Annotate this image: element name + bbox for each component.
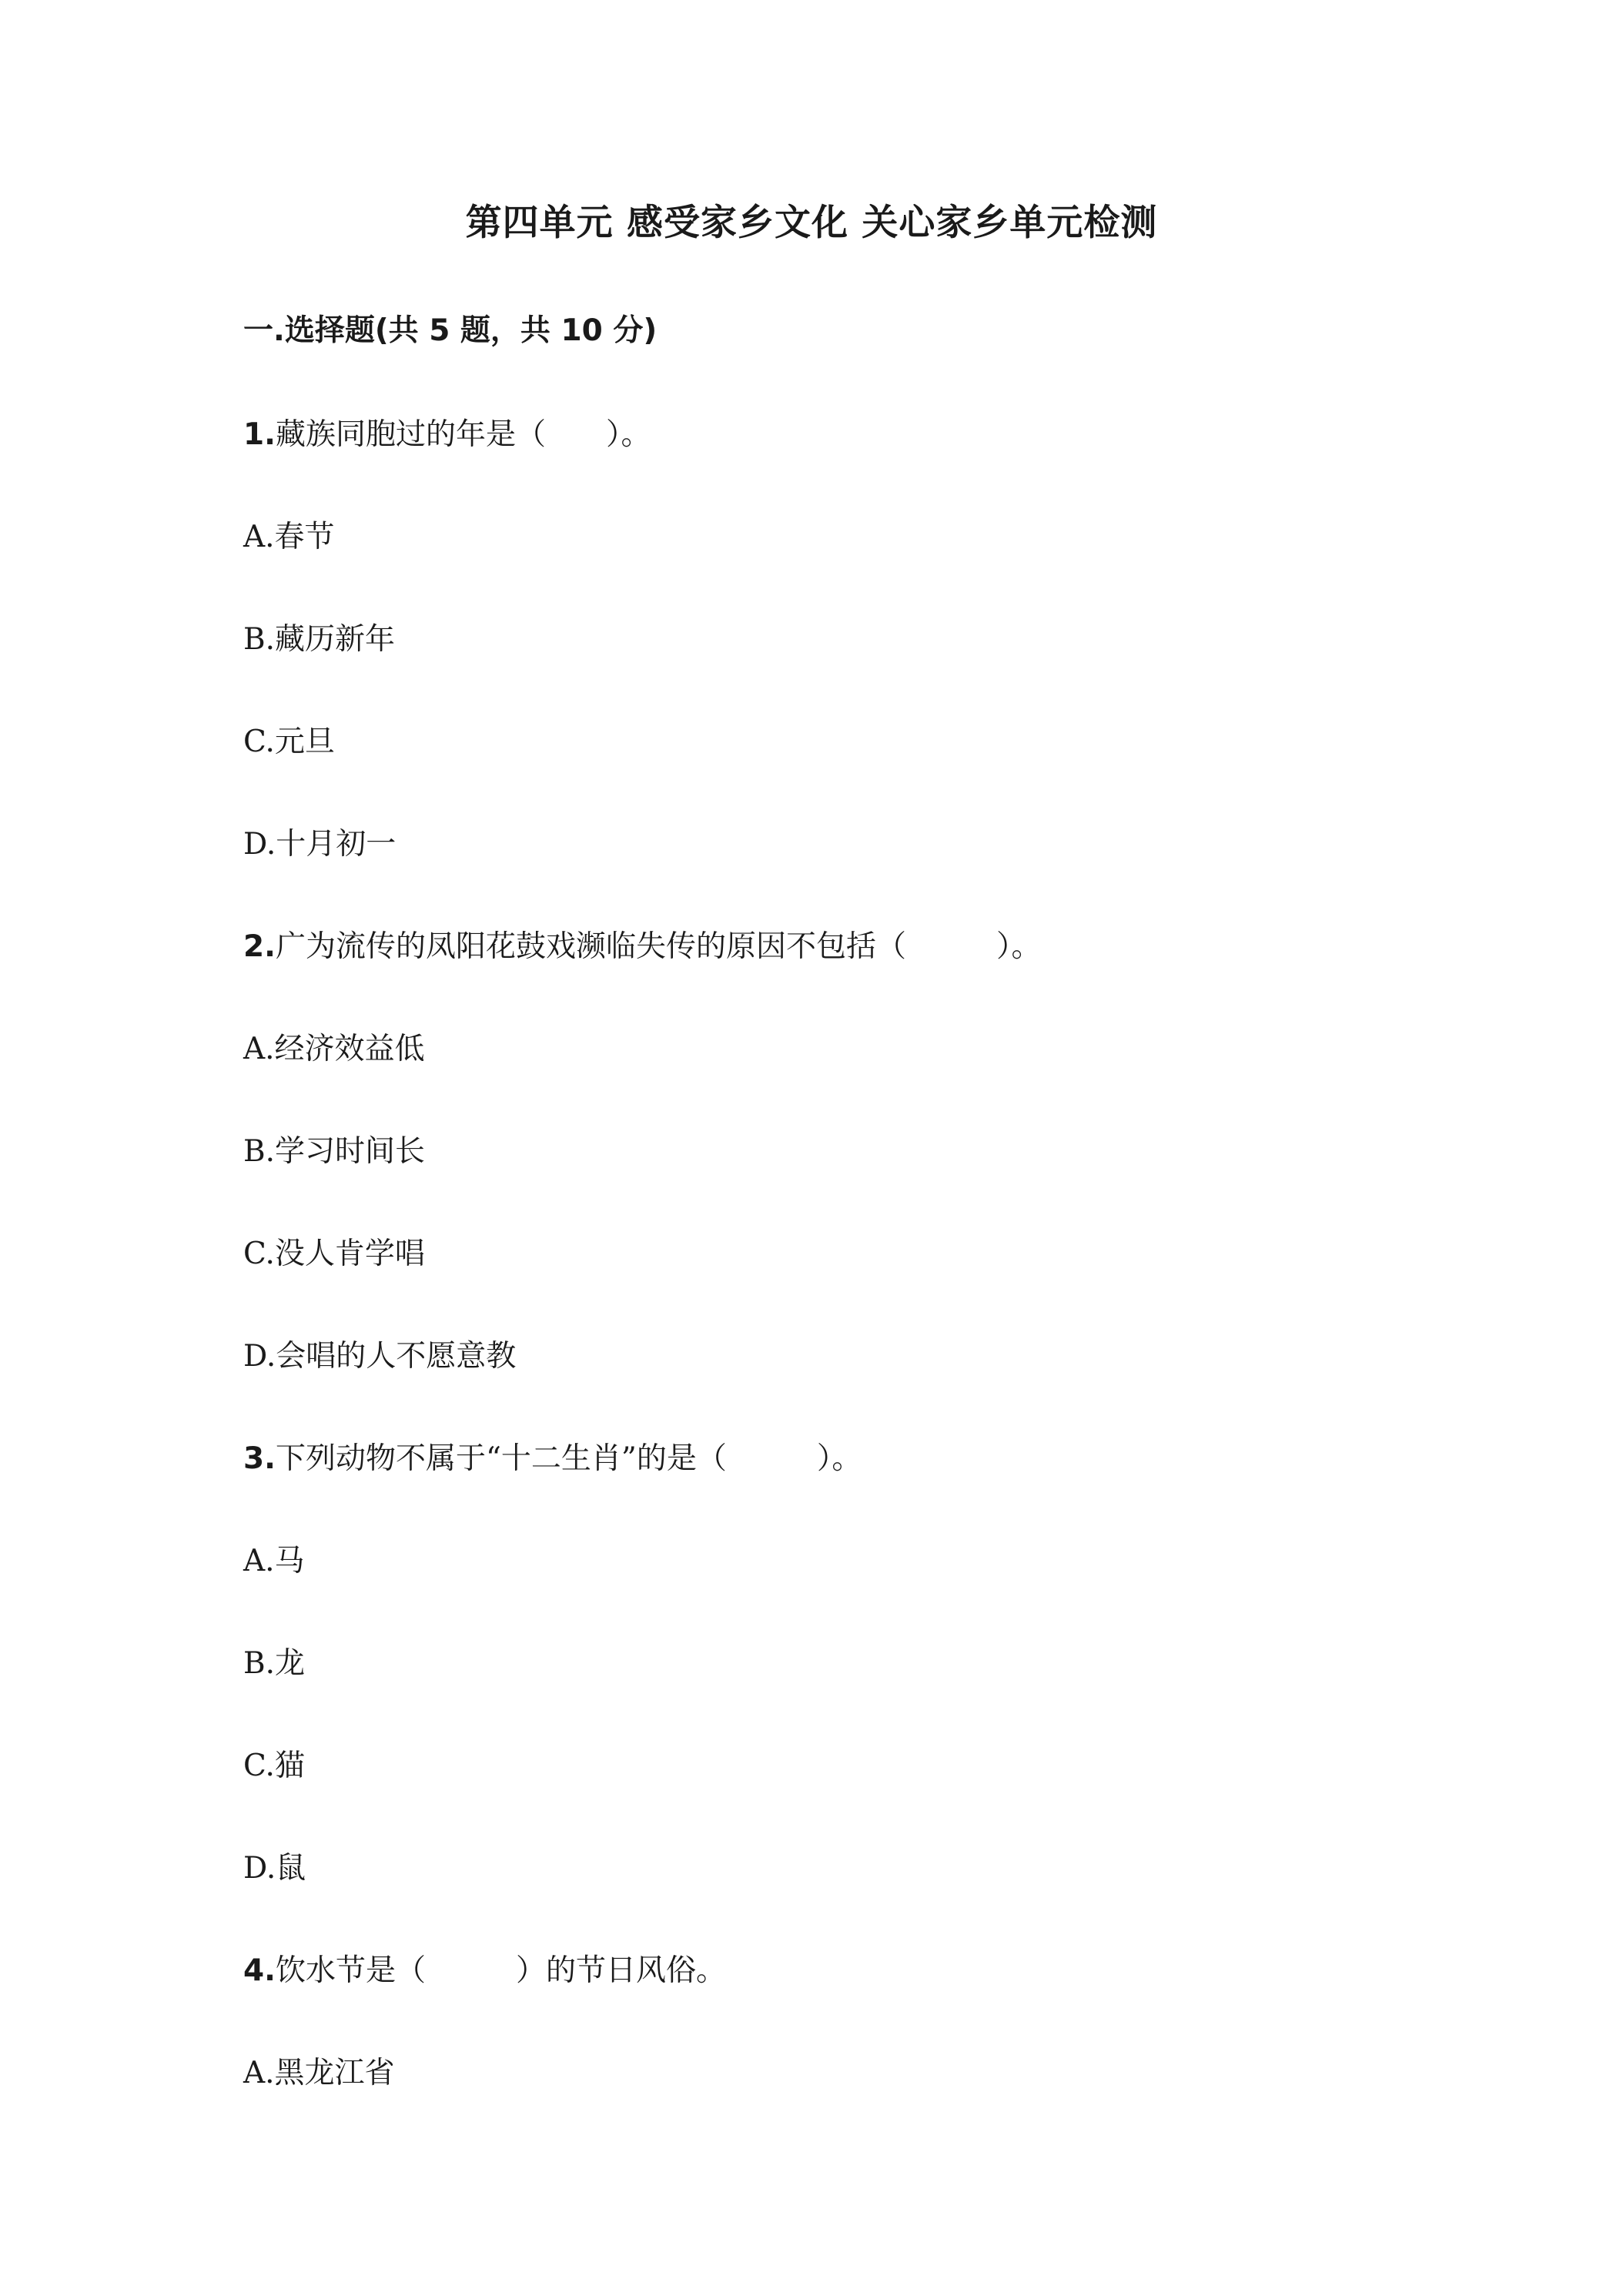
option-4a[interactable]: A.黑龙江省 xyxy=(243,2056,395,2090)
option-2d[interactable]: D.会唱的人不愿意教 xyxy=(243,1339,517,1374)
question-2 xyxy=(243,924,1041,970)
option-1c[interactable]: C.元旦 xyxy=(243,725,335,759)
question-number: 3. xyxy=(243,1441,276,1476)
option-2b[interactable]: B.学习时间长 xyxy=(243,1134,426,1169)
question-stem: 藏族同胞过的年是（ ）。 xyxy=(275,417,651,452)
option-1b[interactable]: B.藏历新年 xyxy=(243,622,396,657)
option-3b[interactable]: B.龙 xyxy=(243,1646,306,1681)
question-stem: 饮水节是（ ）的节日风俗。 xyxy=(275,1953,726,1988)
question-1 xyxy=(243,412,651,458)
option-2a[interactable]: A.经济效益低 xyxy=(243,1032,425,1066)
option-2c[interactable]: C.没人肯学唱 xyxy=(243,1237,425,1271)
question-3 xyxy=(243,1436,862,1482)
option-3c[interactable]: C.猫 xyxy=(243,1749,305,1783)
option-3a[interactable]: A.马 xyxy=(243,1544,305,1578)
question-4 xyxy=(243,1948,726,1994)
section-heading: 一.选择题(共 5 题，共 10 分) xyxy=(243,313,658,348)
option-3d[interactable]: D.鼠 xyxy=(243,1851,306,1886)
question-number: 4. xyxy=(243,1953,276,1988)
option-1d[interactable]: D.十月初一 xyxy=(243,827,397,862)
option-1a[interactable]: A.春节 xyxy=(243,520,335,554)
page-title: 第四单元 感受家乡文化 关心家乡单元检测 xyxy=(465,202,1158,244)
question-number: 1. xyxy=(243,417,276,452)
question-stem: 下列动物不属于“十二生肖”的是（ ）。 xyxy=(275,1441,862,1476)
question-number: 2. xyxy=(243,929,276,964)
question-stem: 广为流传的凤阳花鼓戏濒临失传的原因不包括（ ）。 xyxy=(275,929,1042,964)
